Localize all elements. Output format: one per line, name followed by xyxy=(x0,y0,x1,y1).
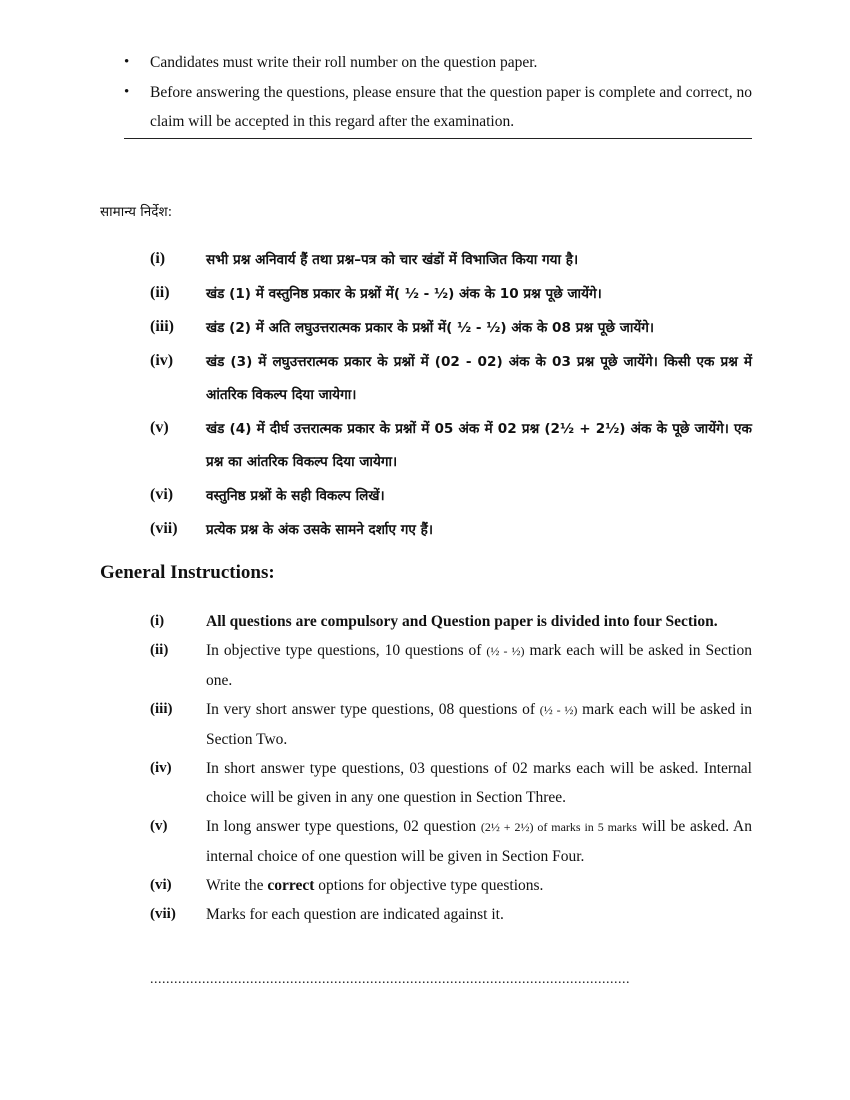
item-text-post: mark each will be asked in Section Two. xyxy=(206,701,752,748)
bullet-glyph: • xyxy=(124,84,130,100)
bullet-item xyxy=(124,78,752,136)
item-number: (v) xyxy=(150,818,168,834)
hindi-heading: सामान्य निर्देश: xyxy=(100,204,173,220)
item-number: (iv) xyxy=(150,352,174,369)
item-number: (i) xyxy=(150,613,165,629)
item-text: Marks for each question are indicated against it. xyxy=(206,906,504,923)
list-item xyxy=(150,244,752,277)
emphasis-text: correct xyxy=(267,877,315,894)
item-number: (ii) xyxy=(150,284,170,301)
item-number: (vii) xyxy=(150,520,178,537)
horizontal-rule xyxy=(124,138,752,139)
item-text xyxy=(206,695,752,754)
list-item xyxy=(150,312,752,345)
item-text-pre: In very short answer type questions, 08 questions of xyxy=(206,701,540,718)
general-instruction-list xyxy=(150,607,752,929)
item-number: (vi) xyxy=(150,486,174,503)
item-text: खंड (1) में वस्तुनिष्ठ प्रकार के प्रश्नों में( ½ - ½) अंक के 10 प्रश्न पूछे जायेंगे। xyxy=(206,286,602,302)
item-text: In short answer type questions, 03 questions of 02 marks each will be asked. Internal choice will be given in any one question in Section Three. xyxy=(206,760,752,806)
item-number: (vii) xyxy=(150,906,176,922)
bullet-item xyxy=(124,48,752,77)
list-item xyxy=(150,812,752,871)
item-number: (iii) xyxy=(150,701,173,717)
fraction-text: (½ - ½) xyxy=(539,703,578,717)
fraction-text: (2½ + 2½) of marks in 5 marks xyxy=(480,820,637,834)
item-text-pre: Write the xyxy=(206,877,268,894)
list-item xyxy=(150,871,752,900)
item-text: वस्तुनिष्ठ प्रश्नों के सही विकल्प लिखें। xyxy=(206,488,385,504)
item-text-pre: In long answer type questions, 02 question xyxy=(206,818,481,835)
list-item xyxy=(150,413,752,479)
dotted-separator: ........................................................................................................................ xyxy=(150,972,630,987)
item-text-post: options for objective type questions. xyxy=(314,877,544,894)
list-item xyxy=(150,607,752,636)
list-item xyxy=(150,636,752,695)
bullet-text: Before answering the questions, please ensure that the question paper is complete and correct, no claim will be accepted in this regard after the examination. xyxy=(150,84,752,130)
item-number: (v) xyxy=(150,419,169,436)
fraction-text: (½ - ½) xyxy=(486,644,525,658)
list-item xyxy=(150,278,752,311)
item-text: खंड (2) में अति लघुउत्तरात्मक प्रकार के प्रश्नों में( ½ - ½) अंक के 08 प्रश्न पूछे जायेंगे। xyxy=(206,320,655,336)
item-number: (ii) xyxy=(150,642,169,658)
item-text: प्रत्येक प्रश्न के अंक उसके सामने दर्शाए गए हैं। xyxy=(206,522,433,538)
item-text xyxy=(206,812,752,871)
item-number: (iii) xyxy=(150,318,174,335)
list-item xyxy=(150,514,752,547)
item-number: (iv) xyxy=(150,760,172,776)
list-item xyxy=(150,754,752,812)
hindi-instruction-list xyxy=(150,244,752,547)
item-text xyxy=(206,636,752,695)
item-text: खंड (4) में दीर्घ उत्तरात्मक प्रकार के प्रश्नों में 05 अंक में 02 प्रश्न (2½ + 2½) अंक के पूछे जायेंगे। एक प्रश्न का आंतरिक विकल्प दिया जायेगा। xyxy=(206,421,752,470)
item-number: (vi) xyxy=(150,877,172,893)
candidate-notes xyxy=(124,48,752,136)
list-item xyxy=(150,346,752,412)
item-text-post: will be asked. An internal choice of one question will be given in Section Four. xyxy=(206,818,752,865)
item-text xyxy=(206,871,752,900)
item-text-pre: In objective type questions, 10 questions of xyxy=(206,642,487,659)
item-number: (i) xyxy=(150,250,166,267)
list-item xyxy=(150,480,752,513)
item-text: खंड (3) में लघुउत्तरात्मक प्रकार के प्रश्नों में (02 - 02) अंक के 03 प्रश्न पूछे जायेंगे। किसी एक प्रश्न में आंतरिक विकल्प दिया जायेगा। xyxy=(206,354,752,403)
item-text: All questions are compulsory and Question paper is divided into four Section. xyxy=(206,613,718,630)
general-instructions-title: General Instructions: xyxy=(100,562,275,583)
list-item xyxy=(150,900,752,929)
item-text-post: mark each will be asked in Section one. xyxy=(206,642,752,689)
item-text: सभी प्रश्न अनिवार्य हैं तथा प्रश्न–पत्र को चार खंडों में विभाजित किया गया है। xyxy=(206,252,579,268)
bullet-text: Candidates must write their roll number on the question paper. xyxy=(150,54,538,71)
bullet-glyph: • xyxy=(124,54,130,70)
list-item xyxy=(150,695,752,754)
